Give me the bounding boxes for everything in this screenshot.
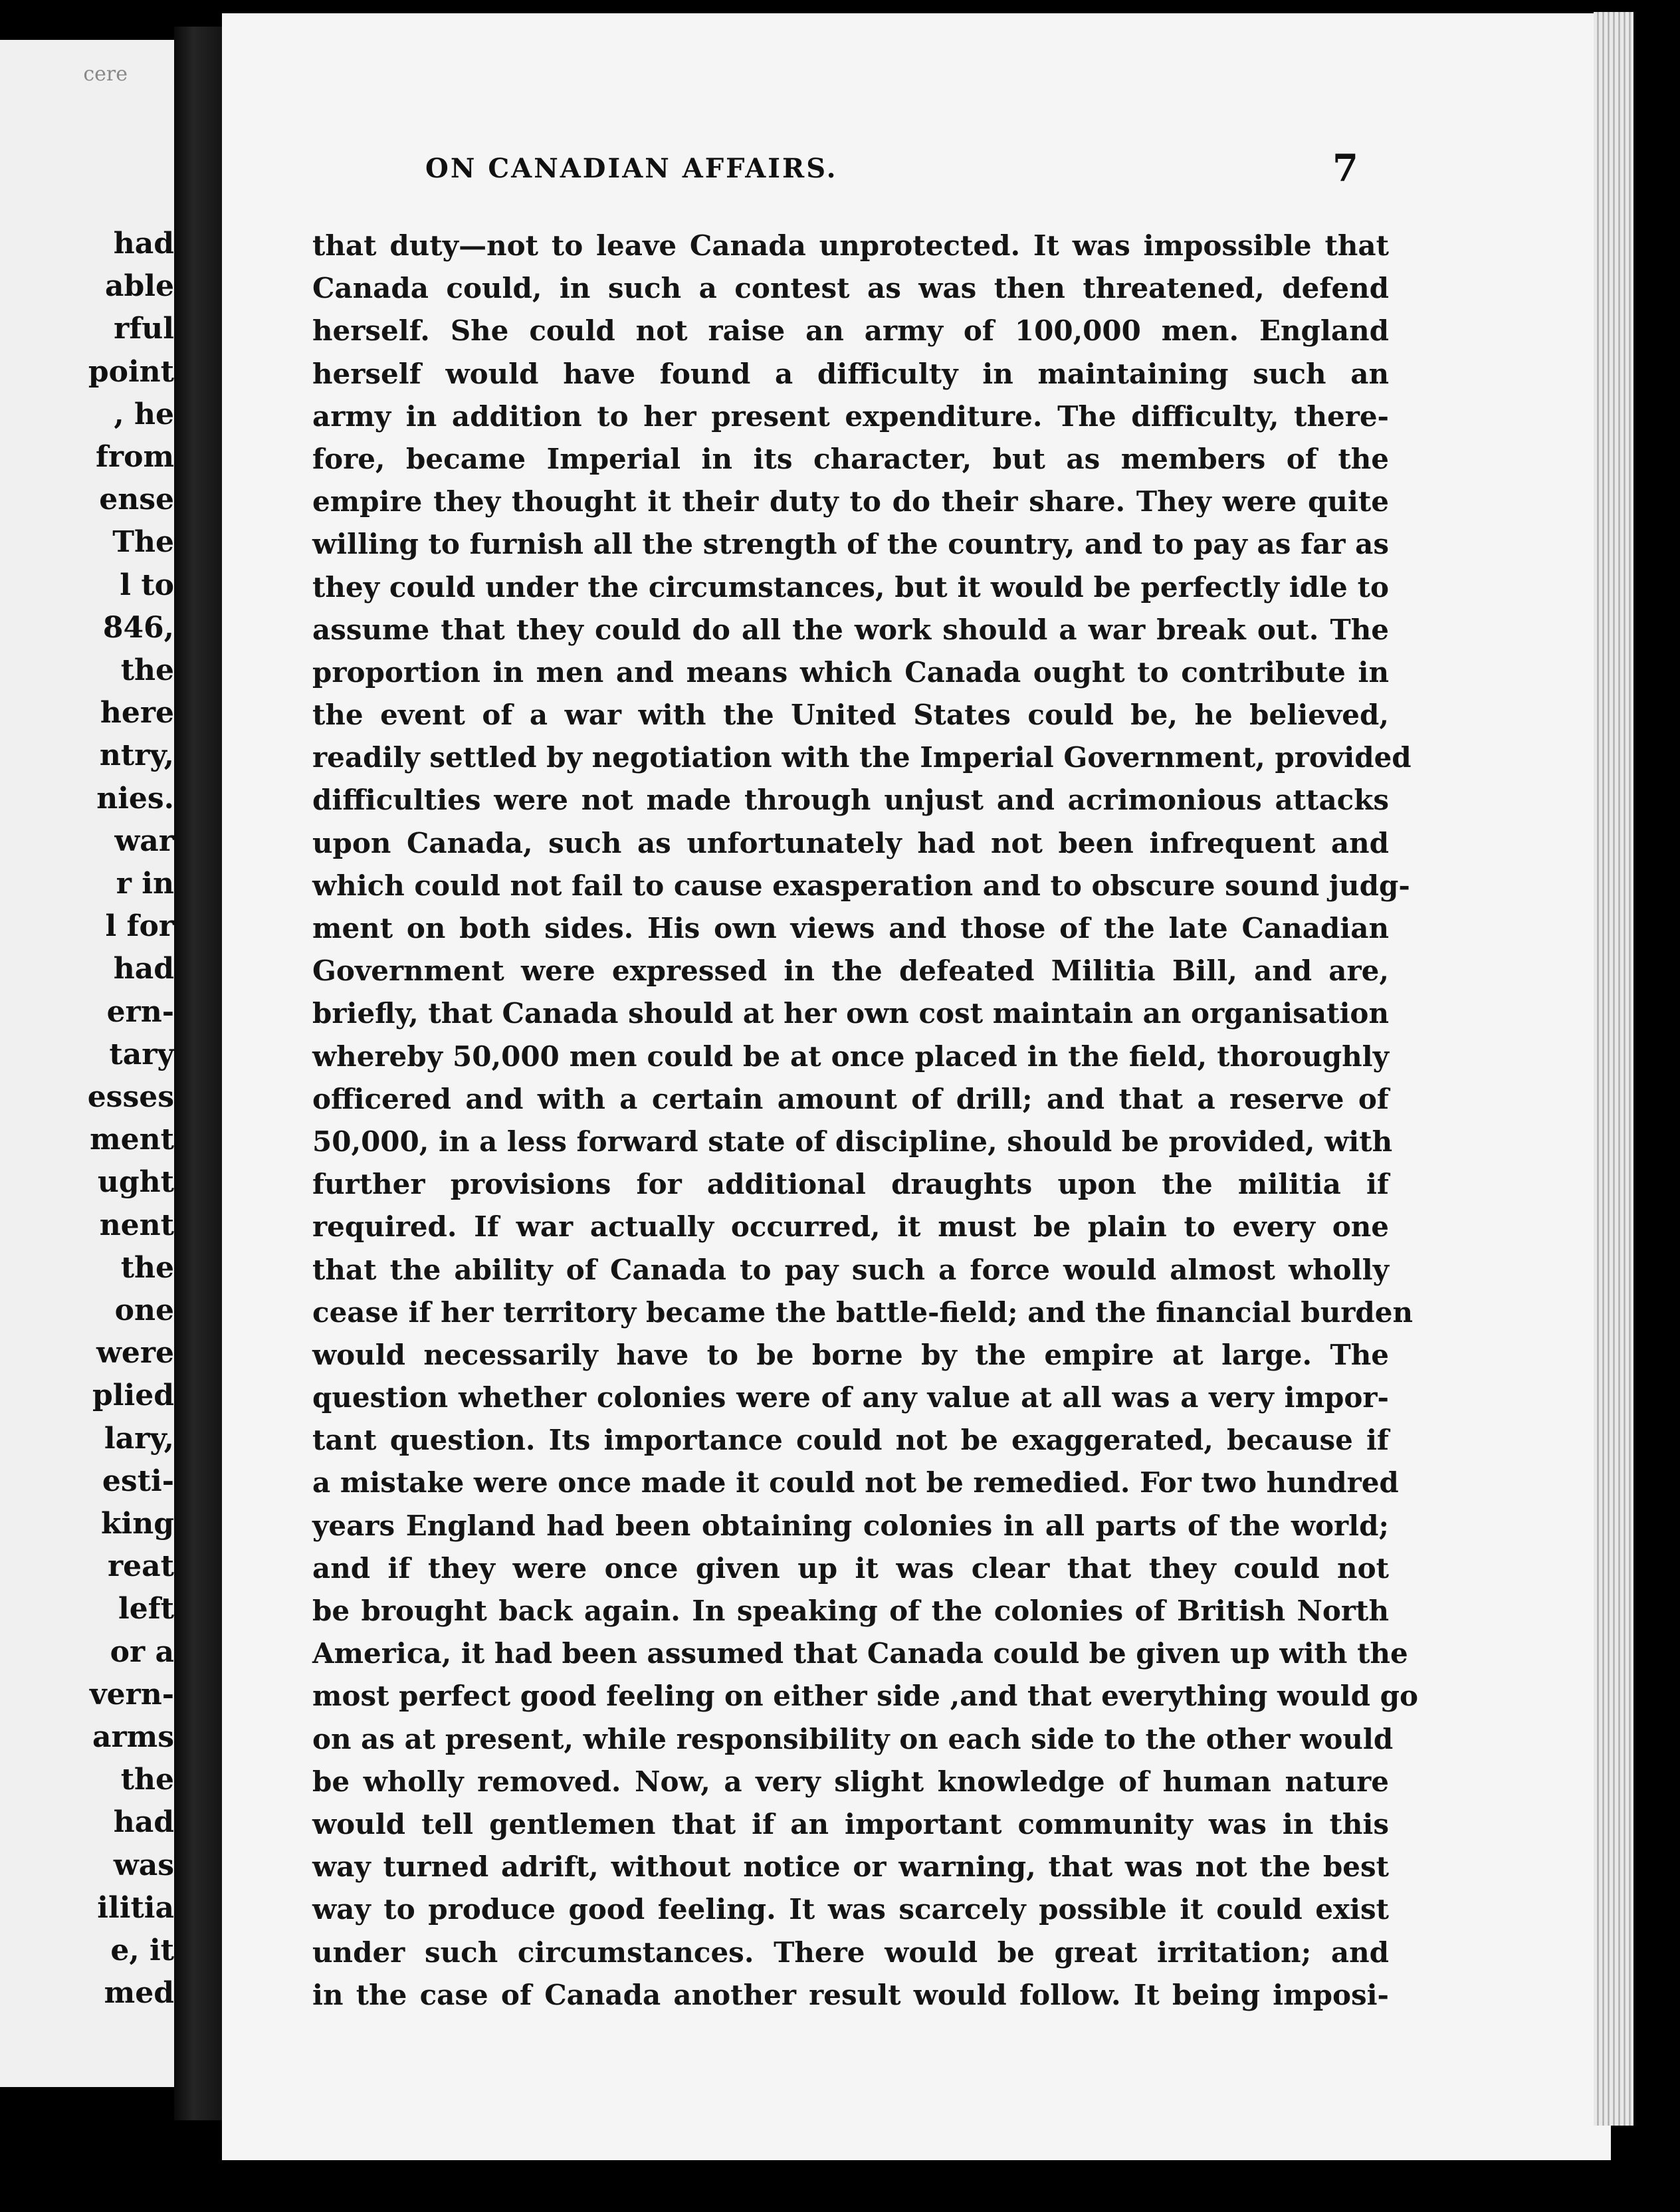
left-page-line-fragment: had [113,1805,174,1840]
left-page-line-fragment: rful [114,312,174,346]
page-number: 7 [1332,146,1358,190]
left-page-line-fragment: tary [109,1037,174,1071]
text-line: further provisions for additional draughts upon the militia if [312,1168,1389,1201]
text-line: assume that they could do all the work should a war break out. The [312,613,1389,646]
left-page-line-fragment: , he [114,397,174,431]
left-page-line-fragment: the [120,1250,174,1285]
text-line: army in addition to her present expenditure. The difficulty, there- [312,399,1389,433]
text-line: tant question. Its importance could not be exaggerated, because if [312,1424,1389,1457]
left-page-line-fragment: ense [99,483,174,517]
text-line: the event of a war with the United States could be, he believed, [312,699,1389,732]
running-head: ON CANADIAN AFFAIRS. [425,153,838,184]
text-line: that duty—not to leave Canada unprotected. It was impossible that [312,229,1389,262]
text-line: America, it had been assumed that Canada could be given up with the [312,1637,1408,1670]
left-page-line-fragment: point [88,354,174,389]
text-line: herself would have found a difficulty in maintaining such an [312,357,1389,390]
left-page-line-fragment: ntry, [99,738,174,773]
left-page-line-fragment: left [118,1592,174,1626]
left-page-line-fragment: e, it [110,1934,174,1967]
left-page-top-fragment: cere [83,62,128,86]
text-line: readily settled by negotiation with the Imperial Government, provided [312,741,1412,774]
text-line: would necessarily have to be borne by the empire at large. The [312,1338,1389,1371]
left-page-line-fragment: r in [116,867,174,901]
body-text [312,225,1418,2017]
text-line: be wholly removed. Now, a very slight knowledge of human nature [312,1765,1389,1798]
text-line: 50,000, in a less forward state of discipline, should be provided, with [312,1125,1393,1158]
left-page-line-fragment: king [101,1507,174,1541]
text-line: a mistake were once made it could not be remedied. For two hundred [312,1466,1399,1499]
text-line: ment on both sides. His own views and those of the late Canadian [312,912,1389,944]
left-page-line-fragment: plied [92,1379,174,1413]
text-line: they could under the circumstances, but it would be perfectly idle to [312,570,1389,604]
text-line: willing to furnish all the strength of the country, and to pay as far as [312,528,1389,561]
left-page-line-fragment: had [113,227,174,261]
left-page-line-fragment: nent [99,1208,174,1242]
left-page-line-fragment: lary, [104,1421,174,1456]
text-line: fore, became Imperial in its character, but as members of the [312,442,1389,475]
left-page-line-fragment: ment [90,1123,174,1157]
book-gutter [174,27,222,2120]
text-line: whereby 50,000 men could be at once placed in the field, thoroughly [312,1040,1389,1073]
text-line: and if they were once given up it was clear that they could not [312,1551,1389,1585]
text-line: required. If war actually occurred, it must be plain to every one [312,1210,1389,1244]
text-line: proportion in men and means which Canada ought to contribute in [312,655,1389,689]
text-line: way turned adrift, without notice or warning, that was not the best [312,1850,1389,1884]
text-line: years England had been obtaining colonies in all parts of the world; [312,1509,1389,1542]
left-page-line-fragment: esti- [102,1464,174,1498]
text-line: Canada could, in such a contest as was then threatened, defend [312,272,1389,305]
left-page-line-fragment: esses [87,1080,174,1114]
text-line: which could not fail to cause exasperation and to obscure sound judg- [312,869,1410,902]
left-page-line-fragment: vern- [90,1677,174,1712]
text-line: officered and with a certain amount of drill; and that a reserve of [312,1082,1389,1115]
left-page-line-fragment: had [113,952,174,986]
text-line: difficulties were not made through unjust and acrimonious attacks [312,784,1389,817]
text-line: empire they thought it their duty to do their share. They were quite [312,485,1389,518]
left-page-line-fragment: ilitia [97,1890,174,1925]
left-page-fragment [0,40,174,2087]
left-page-line-fragment: l for [105,909,174,944]
left-page-line-fragment: from [95,440,174,474]
text-line: be brought back again. In speaking of the colonies of British North [312,1595,1389,1627]
text-line: way to produce good feeling. It was scarcely possible it could exist [312,1893,1389,1926]
left-page-line-fragment: was [113,1848,174,1882]
text-line: herself. She could not raise an army of 100,000 men. England [312,314,1389,348]
left-page-line-fragment: nies. [96,781,174,816]
left-page-line-fragment: able [105,269,174,304]
left-page-line-fragment: war [114,824,174,858]
left-page-line-fragment: reat [107,1549,174,1584]
left-page-line-fragment: ught [97,1165,174,1200]
left-page-line-fragment: The [112,525,174,560]
left-page-line-fragment: were [96,1336,174,1371]
left-page-line-fragment: arms [92,1720,174,1754]
text-line: under such circumstances. There would be great irritation; and [312,1936,1389,1969]
text-line: briefly, that Canada should at her own cost maintain an organisation [312,997,1389,1030]
left-page-line-fragment: one [114,1293,174,1327]
text-line: Government were expressed in the defeated Militia Bill, and are, [312,954,1389,988]
text-line: question whether colonies were of any value at all was a very impor- [312,1381,1389,1414]
text-line: that the ability of Canada to pay such a force would almost wholly [312,1253,1389,1286]
left-page-line-fragment: or a [110,1634,174,1669]
left-page-line-fragment: the [120,1763,174,1797]
text-line: cease if her territory became the battle-field; and the financial burden [312,1295,1414,1329]
text-line: most perfect good feeling on either side ,and that everything would go [312,1680,1418,1713]
left-page-line-fragment: here [100,696,174,730]
left-page-line-fragment: ern- [106,994,174,1029]
left-page-line-fragment: 846, [102,610,174,645]
left-page-line-fragment: l to [120,568,174,602]
text-line: in the case of Canada another result would follow. It being imposi- [312,1978,1389,2011]
left-page-line-fragment: the [120,653,174,687]
text-line: upon Canada, such as unfortunately had not been infrequent and [312,826,1389,859]
text-line: on as at present, while responsibility on each side to the other would [312,1722,1394,1755]
left-page-line-fragment: med [104,1976,174,2011]
page-edges [1594,12,1633,2126]
text-line: would tell gentlemen that if an important community was in this [312,1807,1389,1840]
